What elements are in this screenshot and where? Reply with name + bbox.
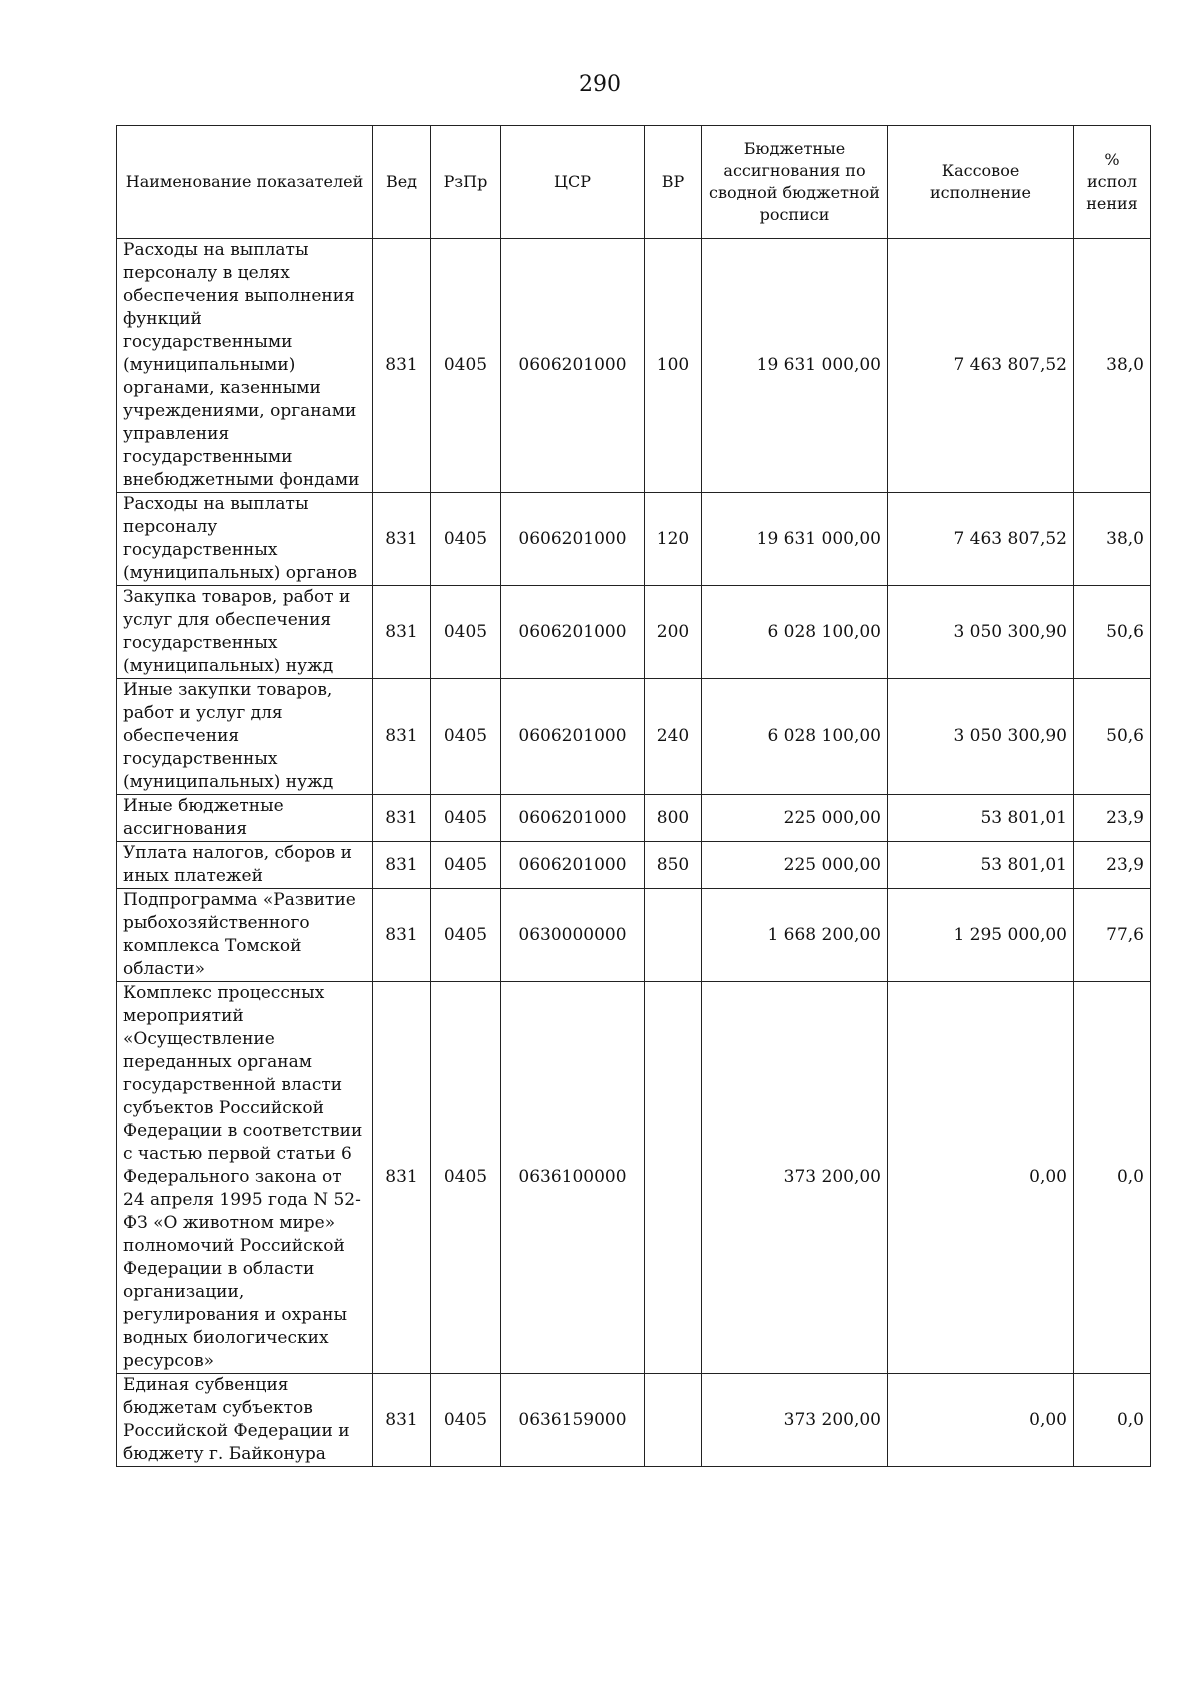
row-rzpr: 0405 — [431, 586, 501, 679]
row-cash: 1 295 000,00 — [888, 889, 1074, 982]
row-csr: 0606201000 — [501, 679, 645, 795]
row-percent: 23,9 — [1074, 795, 1151, 842]
row-ved: 831 — [373, 586, 431, 679]
row-csr: 0606201000 — [501, 239, 645, 493]
row-ved: 831 — [373, 493, 431, 586]
header-percent: % испол нения — [1074, 126, 1151, 239]
row-budget: 225 000,00 — [702, 795, 888, 842]
row-rzpr: 0405 — [431, 982, 501, 1374]
row-percent: 50,6 — [1074, 679, 1151, 795]
row-ved: 831 — [373, 1374, 431, 1467]
row-csr: 0606201000 — [501, 795, 645, 842]
header-cash: Кассовое исполнение — [888, 126, 1074, 239]
row-name: Иные закупки товаров, работ и услуг для обеспечения государственных (муниципальных) нужд — [117, 679, 373, 795]
row-name: Комплекс процессных мероприятий «Осуществление переданных органам государственной власти субъектов Российской Федерации в соответствии с частью первой статьи 6 Федерального закона от 24 апреля 1995 года N 52-ФЗ «О животном мире» полномочий Российской Федерации в области организации, регулирования и охраны водных биологических ресурсов» — [117, 982, 373, 1374]
row-budget: 19 631 000,00 — [702, 493, 888, 586]
row-percent: 50,6 — [1074, 586, 1151, 679]
row-budget: 6 028 100,00 — [702, 679, 888, 795]
row-name: Единая субвенция бюджетам субъектов Российской Федерации и бюджету г. Байконура — [117, 1374, 373, 1467]
row-ved: 831 — [373, 842, 431, 889]
row-name: Закупка товаров, работ и услуг для обеспечения государственных (муниципальных) нужд — [117, 586, 373, 679]
row-vr: 120 — [645, 493, 702, 586]
row-vr: 850 — [645, 842, 702, 889]
row-rzpr: 0405 — [431, 842, 501, 889]
table-row — [117, 239, 1151, 493]
row-cash: 3 050 300,90 — [888, 586, 1074, 679]
row-name: Уплата налогов, сборов и иных платежей — [117, 842, 373, 889]
row-vr: 200 — [645, 586, 702, 679]
row-percent: 23,9 — [1074, 842, 1151, 889]
row-rzpr: 0405 — [431, 679, 501, 795]
table-row — [117, 842, 1151, 889]
row-ved: 831 — [373, 982, 431, 1374]
row-csr: 0606201000 — [501, 586, 645, 679]
row-cash: 53 801,01 — [888, 842, 1074, 889]
row-rzpr: 0405 — [431, 795, 501, 842]
row-vr — [645, 982, 702, 1374]
row-budget: 373 200,00 — [702, 1374, 888, 1467]
row-budget: 373 200,00 — [702, 982, 888, 1374]
row-percent: 38,0 — [1074, 493, 1151, 586]
table-row — [117, 586, 1151, 679]
row-rzpr: 0405 — [431, 1374, 501, 1467]
row-csr: 0636100000 — [501, 982, 645, 1374]
row-vr: 100 — [645, 239, 702, 493]
row-cash: 0,00 — [888, 982, 1074, 1374]
table-header-row — [117, 126, 1151, 239]
table-row — [117, 493, 1151, 586]
header-ved: Вед — [373, 126, 431, 239]
header-budget: Бюджетные ассигнования по сводной бюджетной росписи — [702, 126, 888, 239]
row-budget: 225 000,00 — [702, 842, 888, 889]
row-vr — [645, 1374, 702, 1467]
row-name: Подпрограмма «Развитие рыбохозяйственного комплекса Томской области» — [117, 889, 373, 982]
row-cash: 7 463 807,52 — [888, 493, 1074, 586]
table-row — [117, 679, 1151, 795]
header-csr: ЦСР — [501, 126, 645, 239]
row-csr: 0606201000 — [501, 842, 645, 889]
row-name: Расходы на выплаты персоналу в целях обеспечения выполнения функций государственными (муниципальными) органами, казенными учреждениями, органами управления государственными внебюджетными фондами — [117, 239, 373, 493]
row-percent: 0,0 — [1074, 1374, 1151, 1467]
row-csr: 0630000000 — [501, 889, 645, 982]
row-ved: 831 — [373, 889, 431, 982]
row-csr: 0636159000 — [501, 1374, 645, 1467]
row-vr: 800 — [645, 795, 702, 842]
row-percent: 77,6 — [1074, 889, 1151, 982]
row-percent: 38,0 — [1074, 239, 1151, 493]
row-rzpr: 0405 — [431, 889, 501, 982]
header-vr: ВР — [645, 126, 702, 239]
table-row — [117, 795, 1151, 842]
row-rzpr: 0405 — [431, 493, 501, 586]
table-row — [117, 889, 1151, 982]
row-cash: 7 463 807,52 — [888, 239, 1074, 493]
row-csr: 0606201000 — [501, 493, 645, 586]
row-vr — [645, 889, 702, 982]
row-percent: 0,0 — [1074, 982, 1151, 1374]
row-cash: 53 801,01 — [888, 795, 1074, 842]
header-name: Наименование показателей — [117, 126, 373, 239]
row-ved: 831 — [373, 239, 431, 493]
row-budget: 1 668 200,00 — [702, 889, 888, 982]
row-vr: 240 — [645, 679, 702, 795]
row-ved: 831 — [373, 679, 431, 795]
row-cash: 0,00 — [888, 1374, 1074, 1467]
row-cash: 3 050 300,90 — [888, 679, 1074, 795]
table-row — [117, 1374, 1151, 1467]
page-number: 290 — [579, 72, 621, 97]
row-budget: 6 028 100,00 — [702, 586, 888, 679]
row-ved: 831 — [373, 795, 431, 842]
row-budget: 19 631 000,00 — [702, 239, 888, 493]
row-name: Иные бюджетные ассигнования — [117, 795, 373, 842]
header-rzpr: РзПр — [431, 126, 501, 239]
row-name: Расходы на выплаты персоналу государственных (муниципальных) органов — [117, 493, 373, 586]
table-row — [117, 982, 1151, 1374]
budget-execution-table — [116, 125, 1151, 1467]
row-rzpr: 0405 — [431, 239, 501, 493]
